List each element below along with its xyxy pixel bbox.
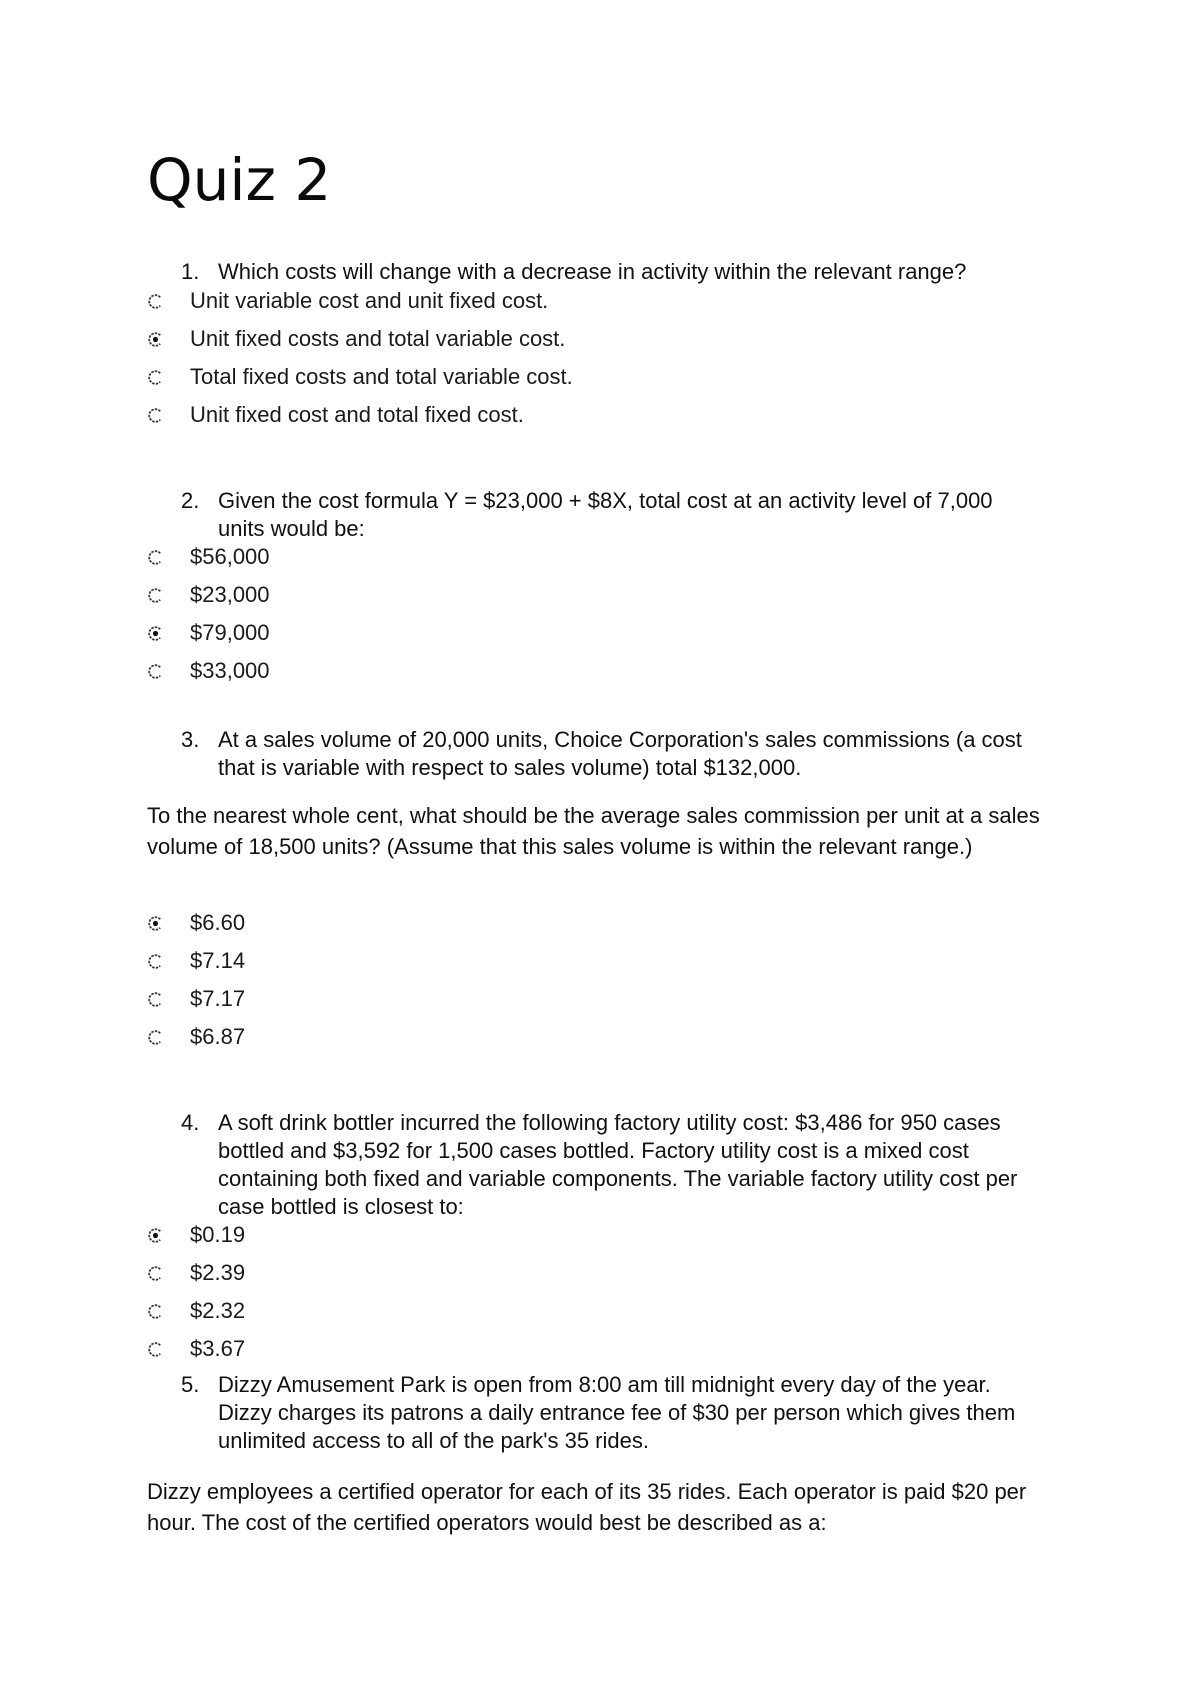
option-label: $6.60 <box>190 910 246 935</box>
radio-selected-dot <box>153 336 158 341</box>
radio-button[interactable] <box>147 1029 164 1046</box>
radio-button[interactable] <box>147 587 164 604</box>
radio-button[interactable] <box>147 293 164 310</box>
radio-ring-icon <box>147 663 164 680</box>
option-1b[interactable] <box>147 324 565 354</box>
question-number: 3. <box>181 727 200 752</box>
question-number: 4. <box>181 1110 200 1135</box>
question-3-followup: To the nearest whole cent, what should be the average sales commission per unit at a sales volume of 18,500 units? (Assume that this sales volume is within the relevant range.) <box>147 803 1040 859</box>
radio-ring-icon <box>147 1303 164 1320</box>
radio-ring-icon <box>147 953 164 970</box>
radio-ring-icon <box>147 549 164 566</box>
option-label: $23,000 <box>190 582 270 607</box>
option-label: Unit fixed costs and total variable cost. <box>190 326 566 351</box>
option-1c[interactable] <box>147 362 573 392</box>
question-text: Dizzy Amusement Park is open from 8:00 am till midnight every day of the year. Dizzy charges its patrons a daily entrance fee of $30 per person which gives them unlimited access to all of the park's 35 rides. <box>218 1372 1016 1453</box>
radio-button[interactable] <box>147 1341 164 1358</box>
option-label: $7.17 <box>190 986 246 1011</box>
option-1a[interactable] <box>147 286 548 316</box>
radio-ring-icon <box>147 587 164 604</box>
option-3d[interactable] <box>147 1022 245 1052</box>
radio-selected-dot <box>153 630 158 635</box>
radio-ring-icon <box>147 331 164 348</box>
option-label: Unit fixed cost and total fixed cost. <box>190 402 524 427</box>
option-label: Unit variable cost and unit fixed cost. <box>190 288 549 313</box>
question-2 <box>181 487 1041 543</box>
option-label: $2.32 <box>190 1298 246 1323</box>
radio-button[interactable] <box>147 663 164 680</box>
radio-ring-icon <box>147 915 164 932</box>
option-label: $7.14 <box>190 948 246 973</box>
question-3 <box>181 726 1041 782</box>
option-2b[interactable] <box>147 580 270 610</box>
option-label: $56,000 <box>190 544 270 569</box>
option-label: $33,000 <box>190 658 270 683</box>
radio-button[interactable] <box>147 369 164 386</box>
radio-ring-icon <box>147 1265 164 1282</box>
option-4c[interactable] <box>147 1296 245 1326</box>
option-3b[interactable] <box>147 946 245 976</box>
question-4 <box>181 1109 1041 1221</box>
radio-ring-icon <box>147 991 164 1008</box>
radio-selected-dot <box>153 1232 158 1237</box>
radio-ring-icon <box>147 625 164 642</box>
question-5-followup: Dizzy employees a certified operator for each of its 35 rides. Each operator is paid $20 per hour. The cost of the certified operators would best be described as a: <box>147 1479 1027 1535</box>
radio-button[interactable] <box>147 1303 164 1320</box>
option-label: Total fixed costs and total variable cost. <box>190 364 573 389</box>
option-2c[interactable] <box>147 618 270 648</box>
radio-ring-icon <box>147 1029 164 1046</box>
question-text: At a sales volume of 20,000 units, Choice Corporation's sales commissions (a cost that is variable with respect to sales volume) total $132,000. <box>218 727 1022 780</box>
radio-button[interactable] <box>147 549 164 566</box>
option-1d[interactable] <box>147 400 524 430</box>
option-4a[interactable] <box>147 1220 245 1250</box>
option-label: $2.39 <box>190 1260 246 1285</box>
radio-ring-icon <box>147 1341 164 1358</box>
question-1 <box>181 258 1041 286</box>
option-3a[interactable] <box>147 908 245 938</box>
option-2a[interactable] <box>147 542 270 572</box>
radio-button[interactable] <box>147 407 164 424</box>
radio-button[interactable] <box>147 953 164 970</box>
radio-selected-dot <box>153 920 158 925</box>
question-number: 5. <box>181 1372 200 1397</box>
option-label: $3.67 <box>190 1336 246 1361</box>
option-3c[interactable] <box>147 984 245 1014</box>
radio-ring-icon <box>147 293 164 310</box>
option-label: $0.19 <box>190 1222 246 1247</box>
page-title: Quiz 2 <box>147 146 332 214</box>
option-4b[interactable] <box>147 1258 245 1288</box>
option-label: $79,000 <box>190 620 270 645</box>
radio-button[interactable] <box>147 1227 164 1244</box>
radio-button[interactable] <box>147 331 164 348</box>
radio-button[interactable] <box>147 915 164 932</box>
question-text: Which costs will change with a decrease in activity within the relevant range? <box>218 259 967 284</box>
radio-button[interactable] <box>147 991 164 1008</box>
option-2d[interactable] <box>147 656 270 686</box>
option-label: $6.87 <box>190 1024 246 1049</box>
quiz-page <box>147 0 1067 1698</box>
radio-ring-icon <box>147 369 164 386</box>
radio-button[interactable] <box>147 625 164 642</box>
question-text: A soft drink bottler incurred the following factory utility cost: $3,486 for 950 cases bottled and $3,592 for 1,500 cases bottled. Factory utility cost is a mixed cost containing both fixed and variable components. The variable factory utility cost per case bottled is closest to: <box>218 1110 1018 1219</box>
question-text: Given the cost formula Y = $23,000 + $8X, total cost at an activity level of 7,000 units would be: <box>218 488 993 541</box>
question-number: 2. <box>181 488 200 513</box>
radio-ring-icon <box>147 407 164 424</box>
question-number: 1. <box>181 259 200 284</box>
question-5 <box>181 1371 1041 1455</box>
radio-ring-icon <box>147 1227 164 1244</box>
option-4d[interactable] <box>147 1334 245 1364</box>
radio-button[interactable] <box>147 1265 164 1282</box>
